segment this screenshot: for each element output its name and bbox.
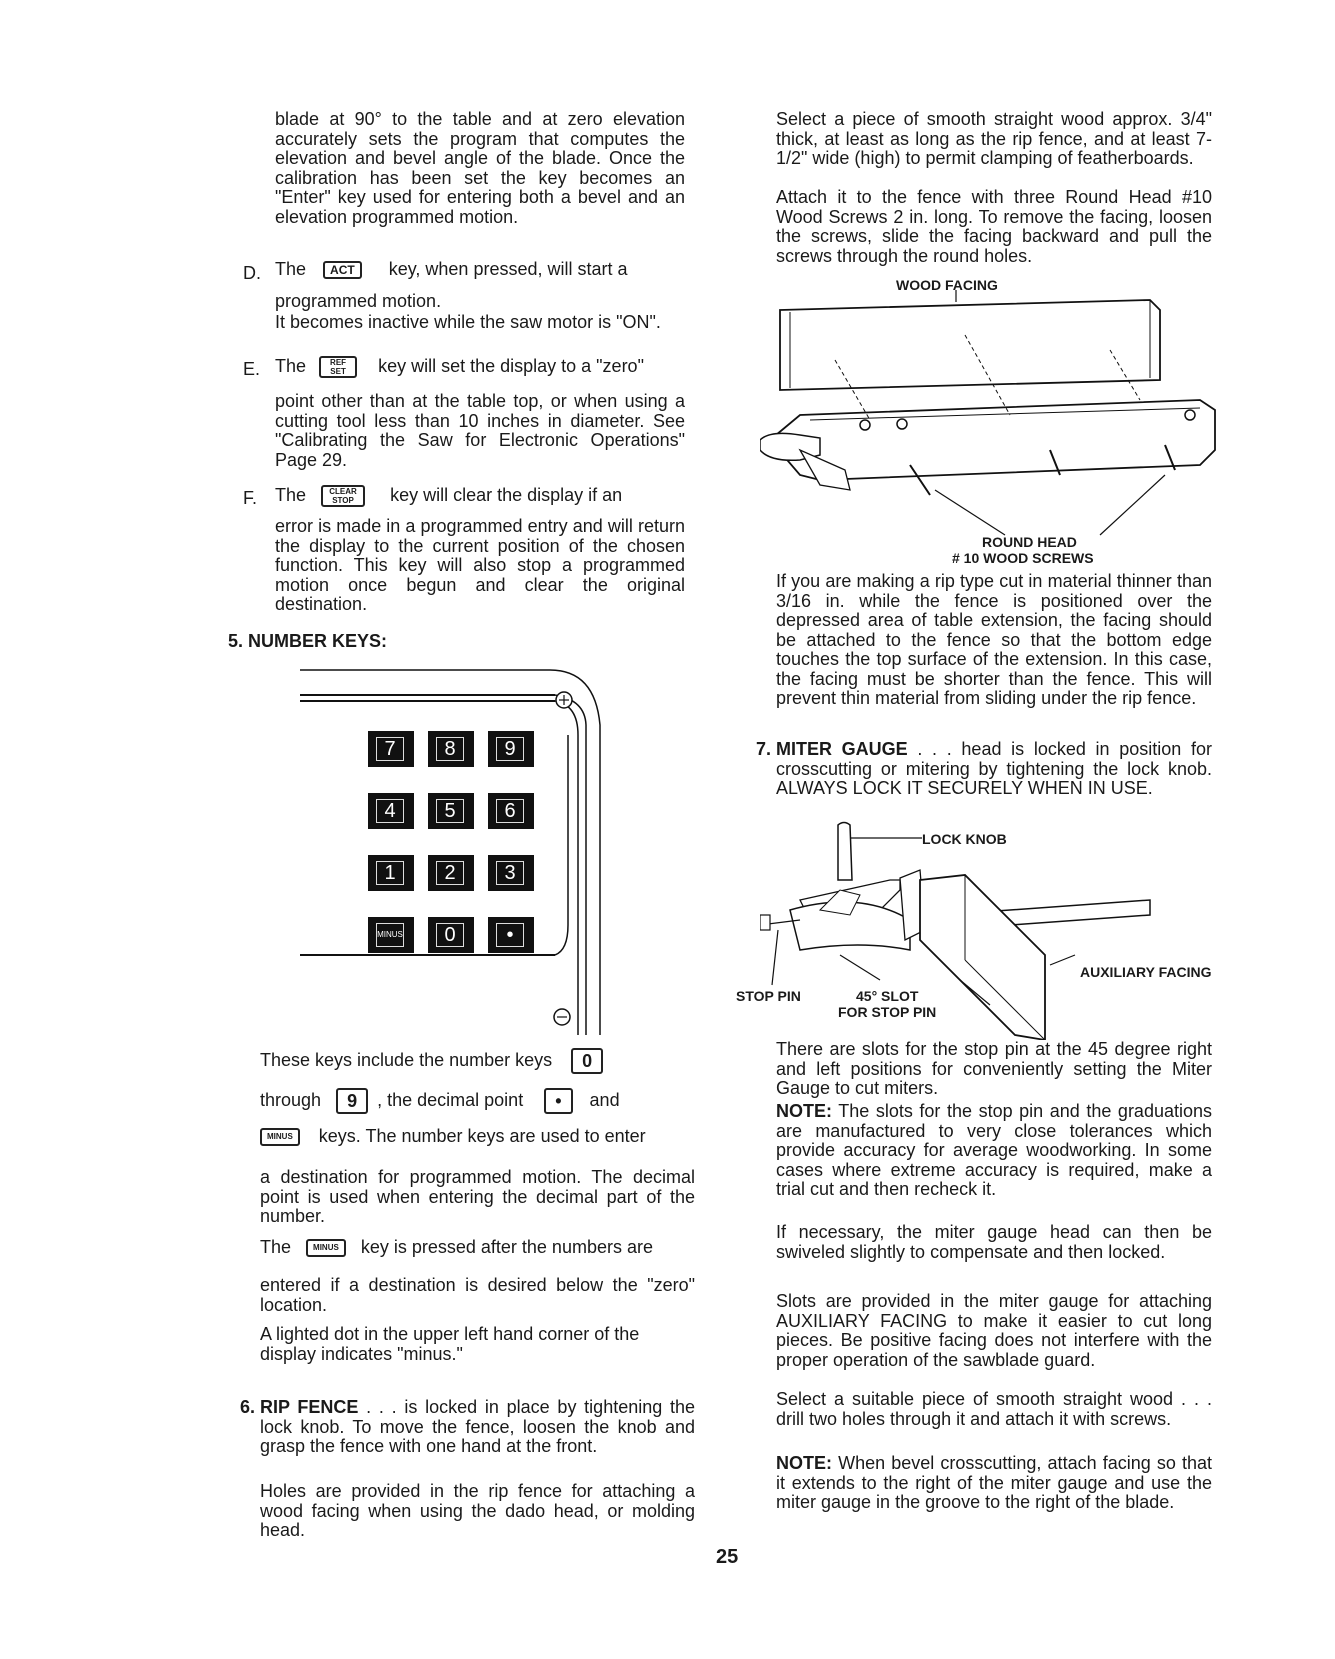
item-f-text1: key will clear the display if an [390,484,623,505]
section-7-title: MITER GAUGE [776,739,908,759]
item-d-letter: D. [243,263,261,283]
section-7-body: . . . head is locked in position for crosscutting or mitering by tightening the lock knob. ALWAYS LOCK IT SECURELY WHEN IN USE. [776,739,1212,798]
decimal-key: • [544,1088,572,1114]
item-d-text3: It becomes inactive while the saw motor is "ON". [275,312,661,332]
slot-label: 45° SLOT [856,988,919,1004]
minus-key: MINUS [260,1128,300,1146]
section-7-num: 7. [756,739,772,759]
miter-gauge-figure [760,820,1230,1040]
key-4: 4 [368,793,414,829]
stop-pin-label: STOP PIN [736,988,801,1004]
item-e-letter: E. [243,359,261,379]
zero-key: 0 [571,1048,603,1074]
wood-facing-label: WOOD FACING [896,277,998,293]
right-p6: Slots are provided in the miter gauge for attaching AUXILIARY FACING to make it easier to cut long pieces. Be positive facing does not interfere with the proper operation of the sawblade guard. [776,1291,1212,1370]
section-7-text [776,740,1212,799]
right-p2: Attach it to the fence with three Round Head #10 Wood Screws 2 in. long. To remove the facing, loosen the screws, slide the facing backward and pull the screws through the round holes. [776,187,1212,266]
key-minus: MINUS [368,917,414,953]
round-head-label: ROUND HEAD [982,534,1077,550]
item-d-text1: key, when pressed, will start a [388,259,628,279]
calibration-text: blade at 90° to the table and at zero elevation accurately sets the program that computes the elevation and bevel angle of the blade. Once the calibration has been set the key becomes an "Enter" key used for entering both a bevel and an elevation programmed motion. [275,109,685,227]
section-6-num: 6. [240,1397,256,1417]
nk-text6: entered if a destination is desired below the "zero" location. [260,1275,695,1315]
wood-facing-figure [760,290,1240,550]
key-1: 1 [368,855,414,891]
nk-text3: keys. The number keys are used to enter [318,1126,646,1146]
note-1-text: The slots for the stop pin and the graduations are manufactured to very close tolerances which provide accuracy for average woodworking. In some cases where extreme accuracy is required, make a trial cut and then recheck it. [776,1101,1212,1199]
note-1 [776,1102,1212,1200]
item-e-the: The [275,355,307,376]
section-6-text2: Holes are provided in the rip fence for attaching a wood facing when using the dado head, or molding head. [260,1481,695,1540]
nk-line3 [256,1127,696,1147]
note-1-label: NOTE: [776,1101,832,1121]
note-2-text: When bevel crosscutting, attach facing so that it extends to the right of the miter gauge and use the miter gauge in the groove to the right of the blade. [776,1453,1212,1512]
section-6-text [260,1398,695,1457]
section-5-heading: 5. NUMBER KEYS: [228,631,388,651]
wood-screws-label: # 10 WOOD SCREWS [952,550,1094,566]
act-key: ACT [323,261,362,279]
right-p1: Select a piece of smooth straight wood approx. 3/4" thick, at least as long as the rip fence, and at least 7-1/2" wide (high) to permit clamping of featherboards. [776,109,1212,168]
right-p7: Select a suitable piece of smooth straight wood . . . drill two holes through it and attach it with screws. [776,1389,1212,1429]
item-e-line [275,356,695,378]
key-decimal: • [488,917,534,953]
lock-knob-label: LOCK KNOB [922,831,1007,847]
key-0: 0 [428,917,474,953]
item-f-line [275,485,695,507]
nk-the: The [260,1237,292,1257]
item-f-text2: error is made in a programmed entry and will return the display to the current position of the chosen function. This key will also stop a programmed motion once begun and clear the original destination. [275,516,685,614]
note-2-label: NOTE: [776,1453,832,1473]
key-3: 3 [488,855,534,891]
nk-text2: , the decimal point [377,1089,524,1110]
section-6-body: . . . is locked in place by tightening the lock knob. To move the fence, loosen the knob and grasp the fence with one hand at the front. [260,1397,696,1456]
key-7: 7 [368,731,414,767]
right-p4: There are slots for the stop pin at the 45 degree right and left positions for conveniently setting the Miter Gauge to cut miters. [776,1039,1212,1098]
nk-and: and [589,1089,620,1110]
clear-stop-key: CLEAR STOP [321,485,365,507]
nk-text4: a destination for programmed motion. The decimal point is used when entering the decimal part of the number. [260,1167,695,1226]
ref-set-key: REF SET [319,356,357,378]
item-d-line [275,260,695,280]
nk-line5 [260,1238,700,1258]
nk-text5: key is pressed after the numbers are [360,1237,653,1257]
nk-line2 [260,1088,700,1114]
for-stop-pin-label: FOR STOP PIN [838,1004,937,1020]
nk-text7: A lighted dot in the upper left hand corner of the display indicates "minus." [260,1324,640,1364]
nk-text1: These keys include the number keys [260,1049,553,1070]
item-e-text2: point other than at the table top, or when using a cutting tool less than 10 inches in diameter. See "Calibrating the Saw for Electronic Operations" Page 29. [275,391,685,470]
key-5: 5 [428,793,474,829]
section-6-title: RIP FENCE [260,1397,359,1417]
minus-key-2: MINUS [306,1239,346,1257]
key-2: 2 [428,855,474,891]
nine-key: 9 [336,1088,368,1114]
key-9: 9 [488,731,534,767]
nk-through: through [260,1089,322,1110]
nk-line1 [260,1048,700,1074]
page-number: 25 [716,1546,739,1568]
key-6: 6 [488,793,534,829]
auxiliary-facing-label: AUXILIARY FACING [1080,964,1212,980]
key-8: 8 [428,731,474,767]
item-d-the: The [275,259,307,279]
item-e-text1: key will set the display to a "zero" [378,355,644,376]
right-p5: If necessary, the miter gauge head can then be swiveled slightly to compensate and then locked. [776,1222,1212,1262]
item-d-text2: programmed motion. [275,291,442,311]
note-2 [776,1454,1212,1513]
item-f-letter: F. [243,488,258,508]
keypad-figure [300,665,620,1045]
right-p3: If you are making a rip type cut in material thinner than 3/16 in. while the fence is positioned over the depressed area of table extension, the facing should be attached to the fence so that the bottom edge touches the top surface of the extension. In this case, the facing must be shorter than the fence. This will prevent thin material from sliding under the rip fence. [776,571,1212,708]
item-f-the: The [275,484,307,505]
